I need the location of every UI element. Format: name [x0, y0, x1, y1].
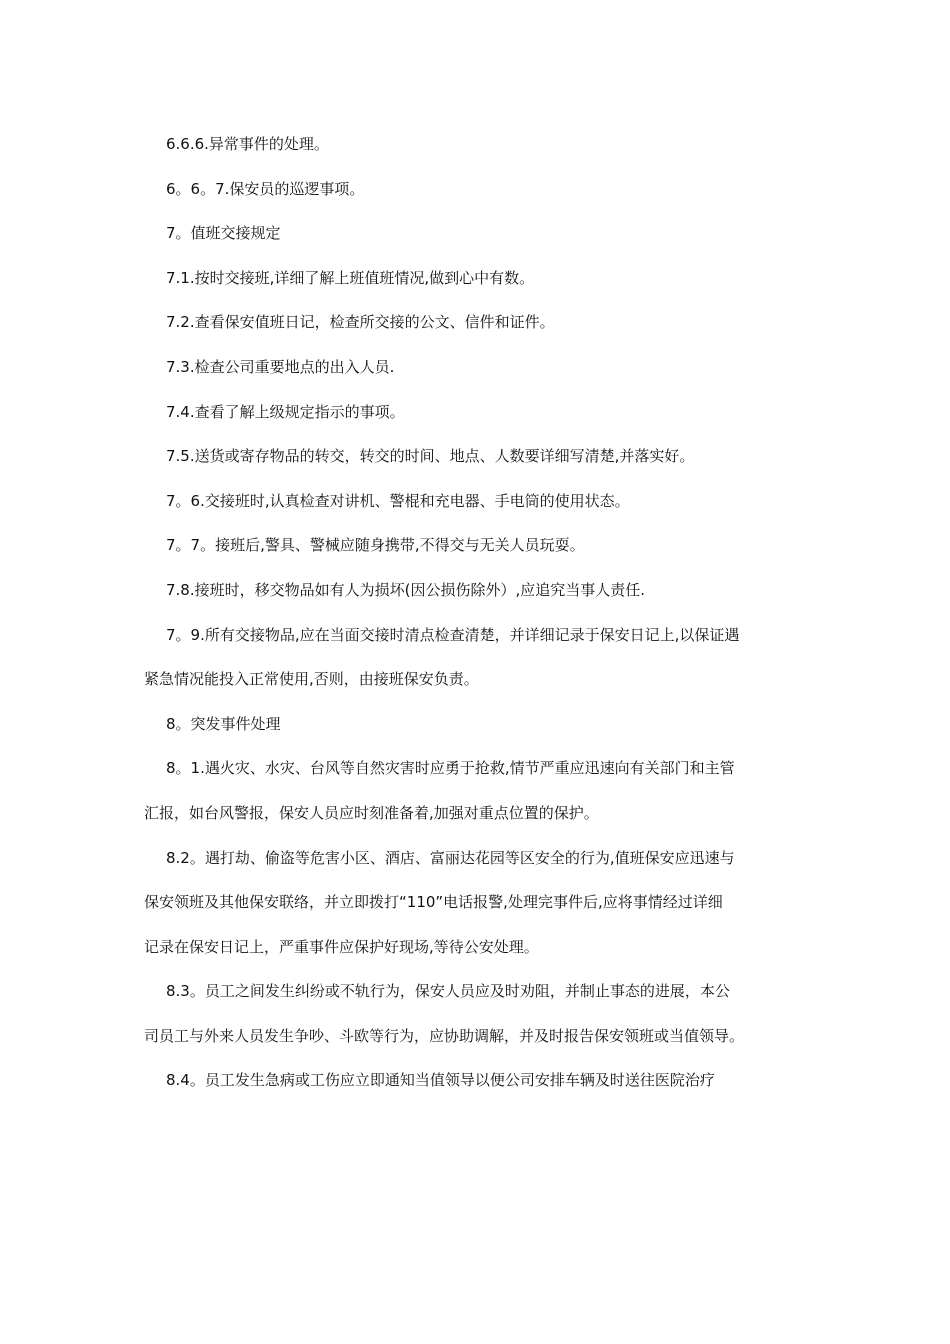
paragraph-line: 7。6.交接班时,认真检查对讲机、警棍和充电器、手电筒的使用状态。 — [166, 491, 630, 510]
paragraph-line: 8.4。员工发生急病或工伤应立即通知当值领导以便公司安排车辆及时送往医院治疗 — [166, 1071, 715, 1090]
paragraph-line: 保安领班及其他保安联络，并立即拨打“110”电话报警,处理完事件后,应将事情经过详细 — [144, 893, 723, 912]
paragraph-line: 8.3。员工之间发生纠纷或不轨行为，保安人员应及时劝阻，并制止事态的进展，本公 — [166, 982, 730, 1001]
paragraph-line: 7.5.送货或寄存物品的转交，转交的时间、地点、人数要详细写清楚,并落实好。 — [166, 447, 695, 466]
paragraph-line: 7。7。接班后,警具、警械应随身携带,不得交与无关人员玩耍。 — [166, 536, 585, 555]
paragraph-line: 6。6。7.保安员的巡逻事项。 — [166, 179, 365, 198]
paragraph-line: 6.6.6.异常事件的处理。 — [166, 135, 329, 153]
paragraph-line: 8。1.遇火灾、水灾、台风等自然灾害时应勇于抢救,情节严重应迅速向有关部门和主管 — [166, 759, 735, 778]
paragraph-line: 7.3.检查公司重要地点的出入人员. — [166, 357, 395, 376]
section-heading: 7。值班交接规定 — [166, 224, 281, 243]
paragraph-line: 紧急情况能投入正常使用,否则，由接班保安负责。 — [144, 670, 479, 689]
paragraph-line: 汇报，如台风警报，保安人员应时刻准备着,加强对重点位置的保护。 — [144, 803, 599, 822]
section-heading: 8。突发事件处理 — [166, 714, 281, 733]
paragraph-line: 7.4.查看了解上级规定指示的事项。 — [166, 402, 405, 421]
paragraph-line: 7.2.查看保安值班日记，检查所交接的公文、信件和证件。 — [166, 313, 555, 332]
paragraph-line: 8.2。遇打劫、偷盗等危害小区、酒店、富丽达花园等区安全的行为,值班保安应迅速与 — [166, 848, 735, 867]
paragraph-line: 7。9.所有交接物品,应在当面交接时清点检查清楚，并详细记录于保安日记上,以保证遇 — [166, 625, 740, 644]
paragraph-line: 司员工与外来人员发生争吵、斗欧等行为，应协助调解，并及时报告保安领班或当值领导。 — [144, 1026, 745, 1045]
document-body — [144, 122, 808, 1103]
paragraph-line: 7.1.按时交接班,详细了解上班值班情况,做到心中有数。 — [166, 268, 535, 287]
paragraph-line: 记录在保安日记上，严重事件应保护好现场,等待公安处理。 — [144, 937, 539, 956]
paragraph-line: 7.8.接班时，移交物品如有人为损坏(因公损伤除外）,应追究当事人责任. — [166, 580, 646, 599]
